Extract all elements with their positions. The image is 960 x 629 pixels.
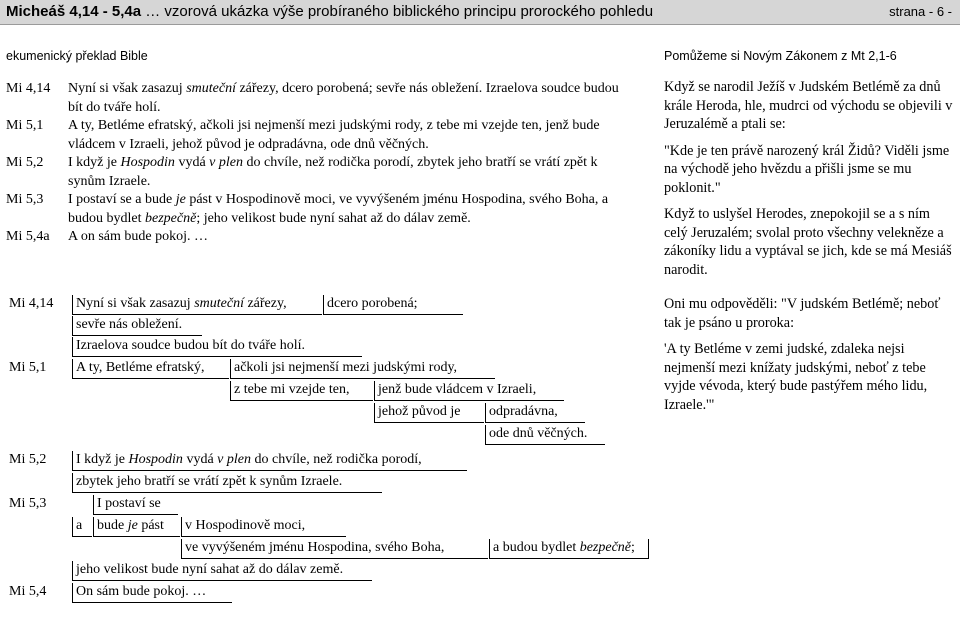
nt-paragraph: 'A ty Betléme v zemi judské, zdaleka nejsi nejmenší mezi knížaty judskými, neboť z tebe vyjde vévoda, který bude pastýřem mého lidu, Izraele.'" (664, 341, 928, 413)
table-reference: Mi 5,2 (9, 452, 47, 467)
table-cell: On sám bude pokoj. … (72, 583, 232, 603)
table-cell: z tebe mi vzejde ten, (230, 381, 373, 401)
table-cell: dcero porobená; (323, 295, 463, 315)
table-reference: Mi 4,14 (9, 296, 54, 311)
header-title-description: … vzorová ukázka výše probíraného biblického principu prorockého pohledu (141, 3, 654, 20)
verse-row (6, 80, 624, 117)
table-cell: a budou bydlet bezpečně; (489, 539, 649, 559)
nt-paragraph: Když to uslyšel Herodes, znepokojil se a s ním celý Jeruzalém; svolal proto všechny velekněze a zákoníky lidu a vyptával se jich, kde se má Mesiáš narodit. (664, 206, 952, 278)
table-cell: a (72, 517, 92, 537)
verse-list (6, 80, 624, 247)
verse-text: A ty, Betléme efratský, ačkoli jsi nejmenší mezi judskými rody, z tebe mi vzejde ten, jenž bude vládcem v Izraeli, jehož původ je odpradávna, ode dnů věčných. (68, 118, 600, 152)
page-number: strana - 6 - (889, 4, 952, 19)
table-cell: I když je Hospodin vydá v plen do chvíle, než rodička porodí, (72, 451, 467, 471)
table-cell: ve vyvýšeném jménu Hospodina, svého Boha, (181, 539, 488, 559)
verse-row (6, 191, 624, 228)
nt-paragraph: "Kde je ten právě narozený král Židů? Viděli jsme na východě jeho hvězdu a přišli jsme se mu poklonit." (664, 142, 950, 196)
table-cell: bude je pást (93, 517, 180, 537)
table-cell: A ty, Betléme efratský, (72, 359, 229, 379)
verse-reference: Mi 5,1 (6, 118, 44, 133)
nt-text-upper (664, 78, 954, 287)
header-title-reference: Micheáš 4,14 - 5,4a (6, 3, 142, 20)
table-cell: I postaví se (93, 495, 178, 515)
table-reference: Mi 5,1 (9, 360, 47, 375)
verse-text: Nyní si však zasazuj smuteční zářezy, dcero porobená; sevře nás obležení. Izraelova soudce budou bít do tváře holí. (68, 81, 619, 115)
verse-text: I postaví se a bude je pást v Hospodinově moci, ve vyvýšeném jménu Hospodina, svého Boha, a budou bydlet bezpečně; jeho velikost bude nyní sahat až do dálav země. (68, 192, 609, 226)
nt-text-lower (664, 295, 954, 422)
nt-paragraph: Oni mu odpověděli: "V judském Betlémě; neboť tak je psáno u proroka: (664, 296, 941, 331)
verse-row (6, 228, 624, 247)
verse-text: I když je Hospodin vydá v plen do chvíle, než rodička porodí, zbytek jeho bratří se vrátí zpět k synům Izraele. (68, 155, 598, 189)
nt-paragraph: Když se narodil Ježíš v Judském Betlémě za dnů krále Heroda, hle, mudrci od východu se objevili v Jeruzalémě a ptali se: (664, 79, 953, 132)
right-heading: Pomůžeme si Novým Zákonem z Mt 2,1-6 (664, 49, 897, 63)
left-heading: ekumenický překlad Bible (6, 49, 148, 63)
table-cell: jeho velikost bude nyní sahat až do dálav země. (72, 561, 372, 581)
header-title (6, 3, 653, 20)
verse-row (6, 154, 624, 191)
verse-row (6, 117, 624, 154)
table-cell: Izraelova soudce budou bít do tváře holí. (72, 337, 362, 357)
table-reference: Mi 5,4 (9, 584, 47, 599)
table-cell: jenž bude vládcem v Izraeli, (374, 381, 564, 401)
table-cell: jehož původ je (374, 403, 484, 423)
verse-reference: Mi 5,3 (6, 192, 44, 207)
table-cell: odpradávna, (485, 403, 585, 423)
verse-text: A on sám bude pokoj. … (68, 229, 208, 244)
table-reference: Mi 5,3 (9, 496, 47, 511)
verse-reference: Mi 5,2 (6, 155, 44, 170)
table-cell: Nyní si však zasazuj smuteční zářezy, (72, 295, 322, 315)
table-cell: zbytek jeho bratří se vrátí zpět k synům Izraele. (72, 473, 382, 493)
verse-reference: Mi 5,4a (6, 229, 50, 244)
table-cell: v Hospodinově moci, (181, 517, 346, 537)
table-cell: ode dnů věčných. (485, 425, 605, 445)
table-cell: ačkoli jsi nejmenší mezi judskými rody, (230, 359, 495, 379)
table-cell: sevře nás obležení. (72, 316, 202, 336)
verse-reference: Mi 4,14 (6, 81, 51, 96)
page-header (0, 0, 960, 25)
